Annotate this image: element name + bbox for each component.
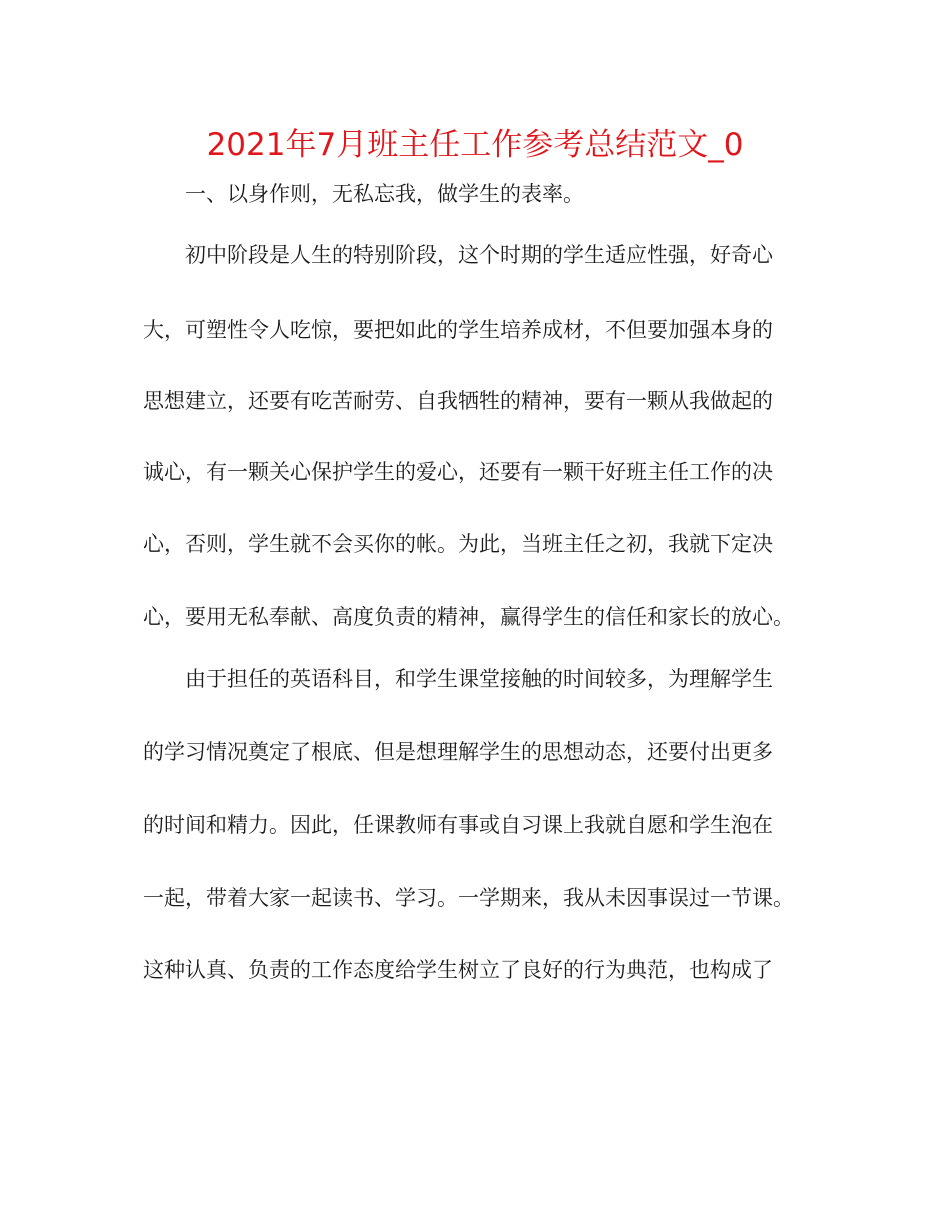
section-heading: 一、以身作则，无私忘我，做学生的表率。	[185, 182, 584, 206]
paragraph-line: 大，可塑性令人吃惊，要把如此的学生培养成材，不但要加强本身的	[143, 318, 773, 342]
paragraph-line: 心，否则，学生就不会买你的帐。为此，当班主任之初，我就下定决	[143, 532, 773, 556]
paragraph-line: 的时间和精力。因此，任课教师有事或自习课上我就自愿和学生泡在	[143, 813, 773, 837]
paragraph-line: 由于担任的英语科目，和学生课堂接触的时间较多，为理解学生	[185, 667, 773, 691]
paragraph-line: 这种认真、负责的工作态度给学生树立了良好的行为典范，也构成了	[143, 958, 773, 982]
paragraph-line: 的学习情况奠定了根底、但是想理解学生的思想动态，还要付出更多	[143, 740, 773, 764]
document-title: 2021年7月班主任工作参考总结范文_0	[206, 127, 744, 163]
paragraph-line: 初中阶段是人生的特别阶段，这个时期的学生适应性强，好奇心	[185, 243, 773, 267]
paragraph-line: 思想建立，还要有吃苦耐劳、自我牺牲的精神，要有一颗从我做起的	[143, 389, 773, 413]
paragraph-line: 一起，带着大家一起读书、学习。一学期来，我从未因事误过一节课。	[143, 886, 794, 910]
paragraph-line: 诚心，有一颗关心保护学生的爱心，还要有一颗干好班主任工作的决	[143, 460, 773, 484]
paragraph-line: 心，要用无私奉献、高度负责的精神，赢得学生的信任和家长的放心。	[143, 605, 794, 629]
